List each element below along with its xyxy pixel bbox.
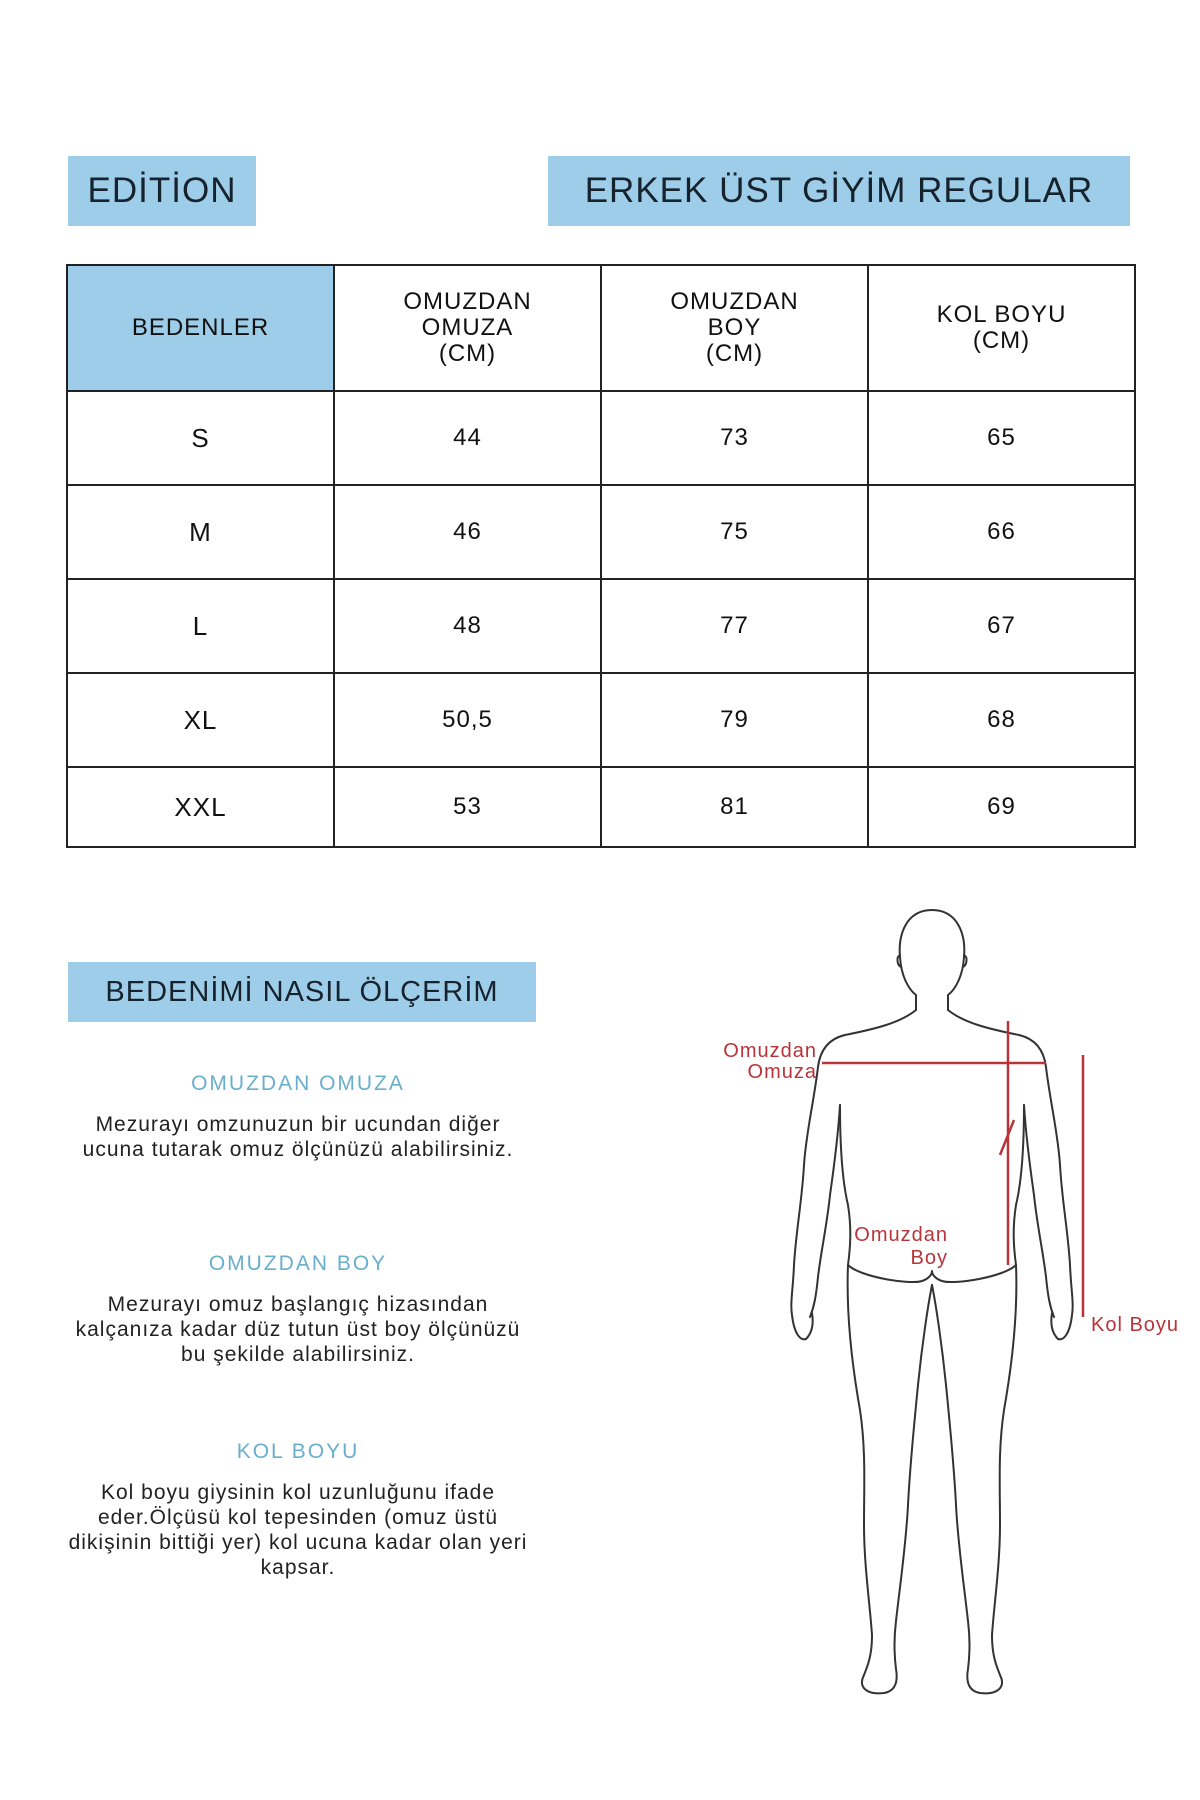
length-label-line-1: Omuzdan xyxy=(854,1224,948,1246)
shoulder-cell: 46 xyxy=(334,485,601,579)
length-label-line-2: Boy xyxy=(910,1247,948,1269)
header-sleeve-length: KOL BOYU (CM) xyxy=(868,265,1135,391)
table-row xyxy=(67,767,1135,847)
page-title: ERKEK ÜST GİYİM REGULAR xyxy=(548,156,1130,226)
shoulder-cell: 50,5 xyxy=(334,673,601,767)
guide-heading: OMUZDAN OMUZA xyxy=(191,1072,405,1095)
sleeve-cell: 66 xyxy=(868,485,1135,579)
sleeve-cell: 69 xyxy=(868,767,1135,847)
length-cell: 77 xyxy=(601,579,868,673)
length-cell: 79 xyxy=(601,673,868,767)
table-row xyxy=(67,391,1135,485)
sleeve-label: Kol Boyu xyxy=(1091,1314,1180,1336)
shoulder-cell: 44 xyxy=(334,391,601,485)
header-shoulder-to-shoulder: OMUZDAN OMUZA (CM) xyxy=(334,265,601,391)
guide-text: Mezurayı omzunuzun bir ucundan diğer ucuna tutarak omuz ölçünüzü alabilirsiniz. xyxy=(82,1113,514,1161)
size-cell: XL xyxy=(67,673,334,767)
shoulder-cell: 53 xyxy=(334,767,601,847)
table-row xyxy=(67,673,1135,767)
table-row xyxy=(67,485,1135,579)
shoulder-cell: 48 xyxy=(334,579,601,673)
brand-label: EDİTİON xyxy=(68,156,256,226)
guide-text: Kol boyu giysinin kol uzunluğunu ifade eder.Ölçüsü kol tepesinden (omuz üstü dikişinin bittiği yer) kol ucuna kadar olan yeri kapsar. xyxy=(68,1481,528,1579)
length-cell: 73 xyxy=(601,391,868,485)
shoulder-label-line-1: Omuzdan xyxy=(723,1040,817,1062)
length-cell: 81 xyxy=(601,767,868,847)
body-measurement-figure xyxy=(700,905,1180,1725)
length-cell: 75 xyxy=(601,485,868,579)
table-row xyxy=(67,579,1135,673)
guide-heading: KOL BOYU xyxy=(236,1440,360,1463)
sleeve-cell: 68 xyxy=(868,673,1135,767)
how-to-measure-title: BEDENİMİ NASIL ÖLÇERİM xyxy=(68,962,536,1022)
sleeve-cell: 65 xyxy=(868,391,1135,485)
guide-shoulder-to-shoulder xyxy=(68,1072,528,1162)
size-cell: M xyxy=(67,485,334,579)
header-sizes: BEDENLER xyxy=(67,265,334,391)
size-table xyxy=(66,264,1136,848)
guide-sleeve-length xyxy=(68,1440,528,1580)
sleeve-cell: 67 xyxy=(868,579,1135,673)
size-cell: XXL xyxy=(67,767,334,847)
header-shoulder-length: OMUZDAN BOY (CM) xyxy=(601,265,868,391)
size-cell: S xyxy=(67,391,334,485)
body-outline-icon xyxy=(791,910,1072,1693)
size-cell: L xyxy=(67,579,334,673)
shoulder-label-line-2: Omuza xyxy=(747,1061,817,1083)
guide-shoulder-length xyxy=(68,1252,528,1367)
guide-heading: OMUZDAN BOY xyxy=(208,1252,388,1275)
guide-text: Mezurayı omuz başlangıç hizasından kalçanıza kadar düz tutun üst boy ölçünüzü bu şekilde alabilirsiniz. xyxy=(75,1293,521,1366)
table-header-row xyxy=(67,265,1135,391)
